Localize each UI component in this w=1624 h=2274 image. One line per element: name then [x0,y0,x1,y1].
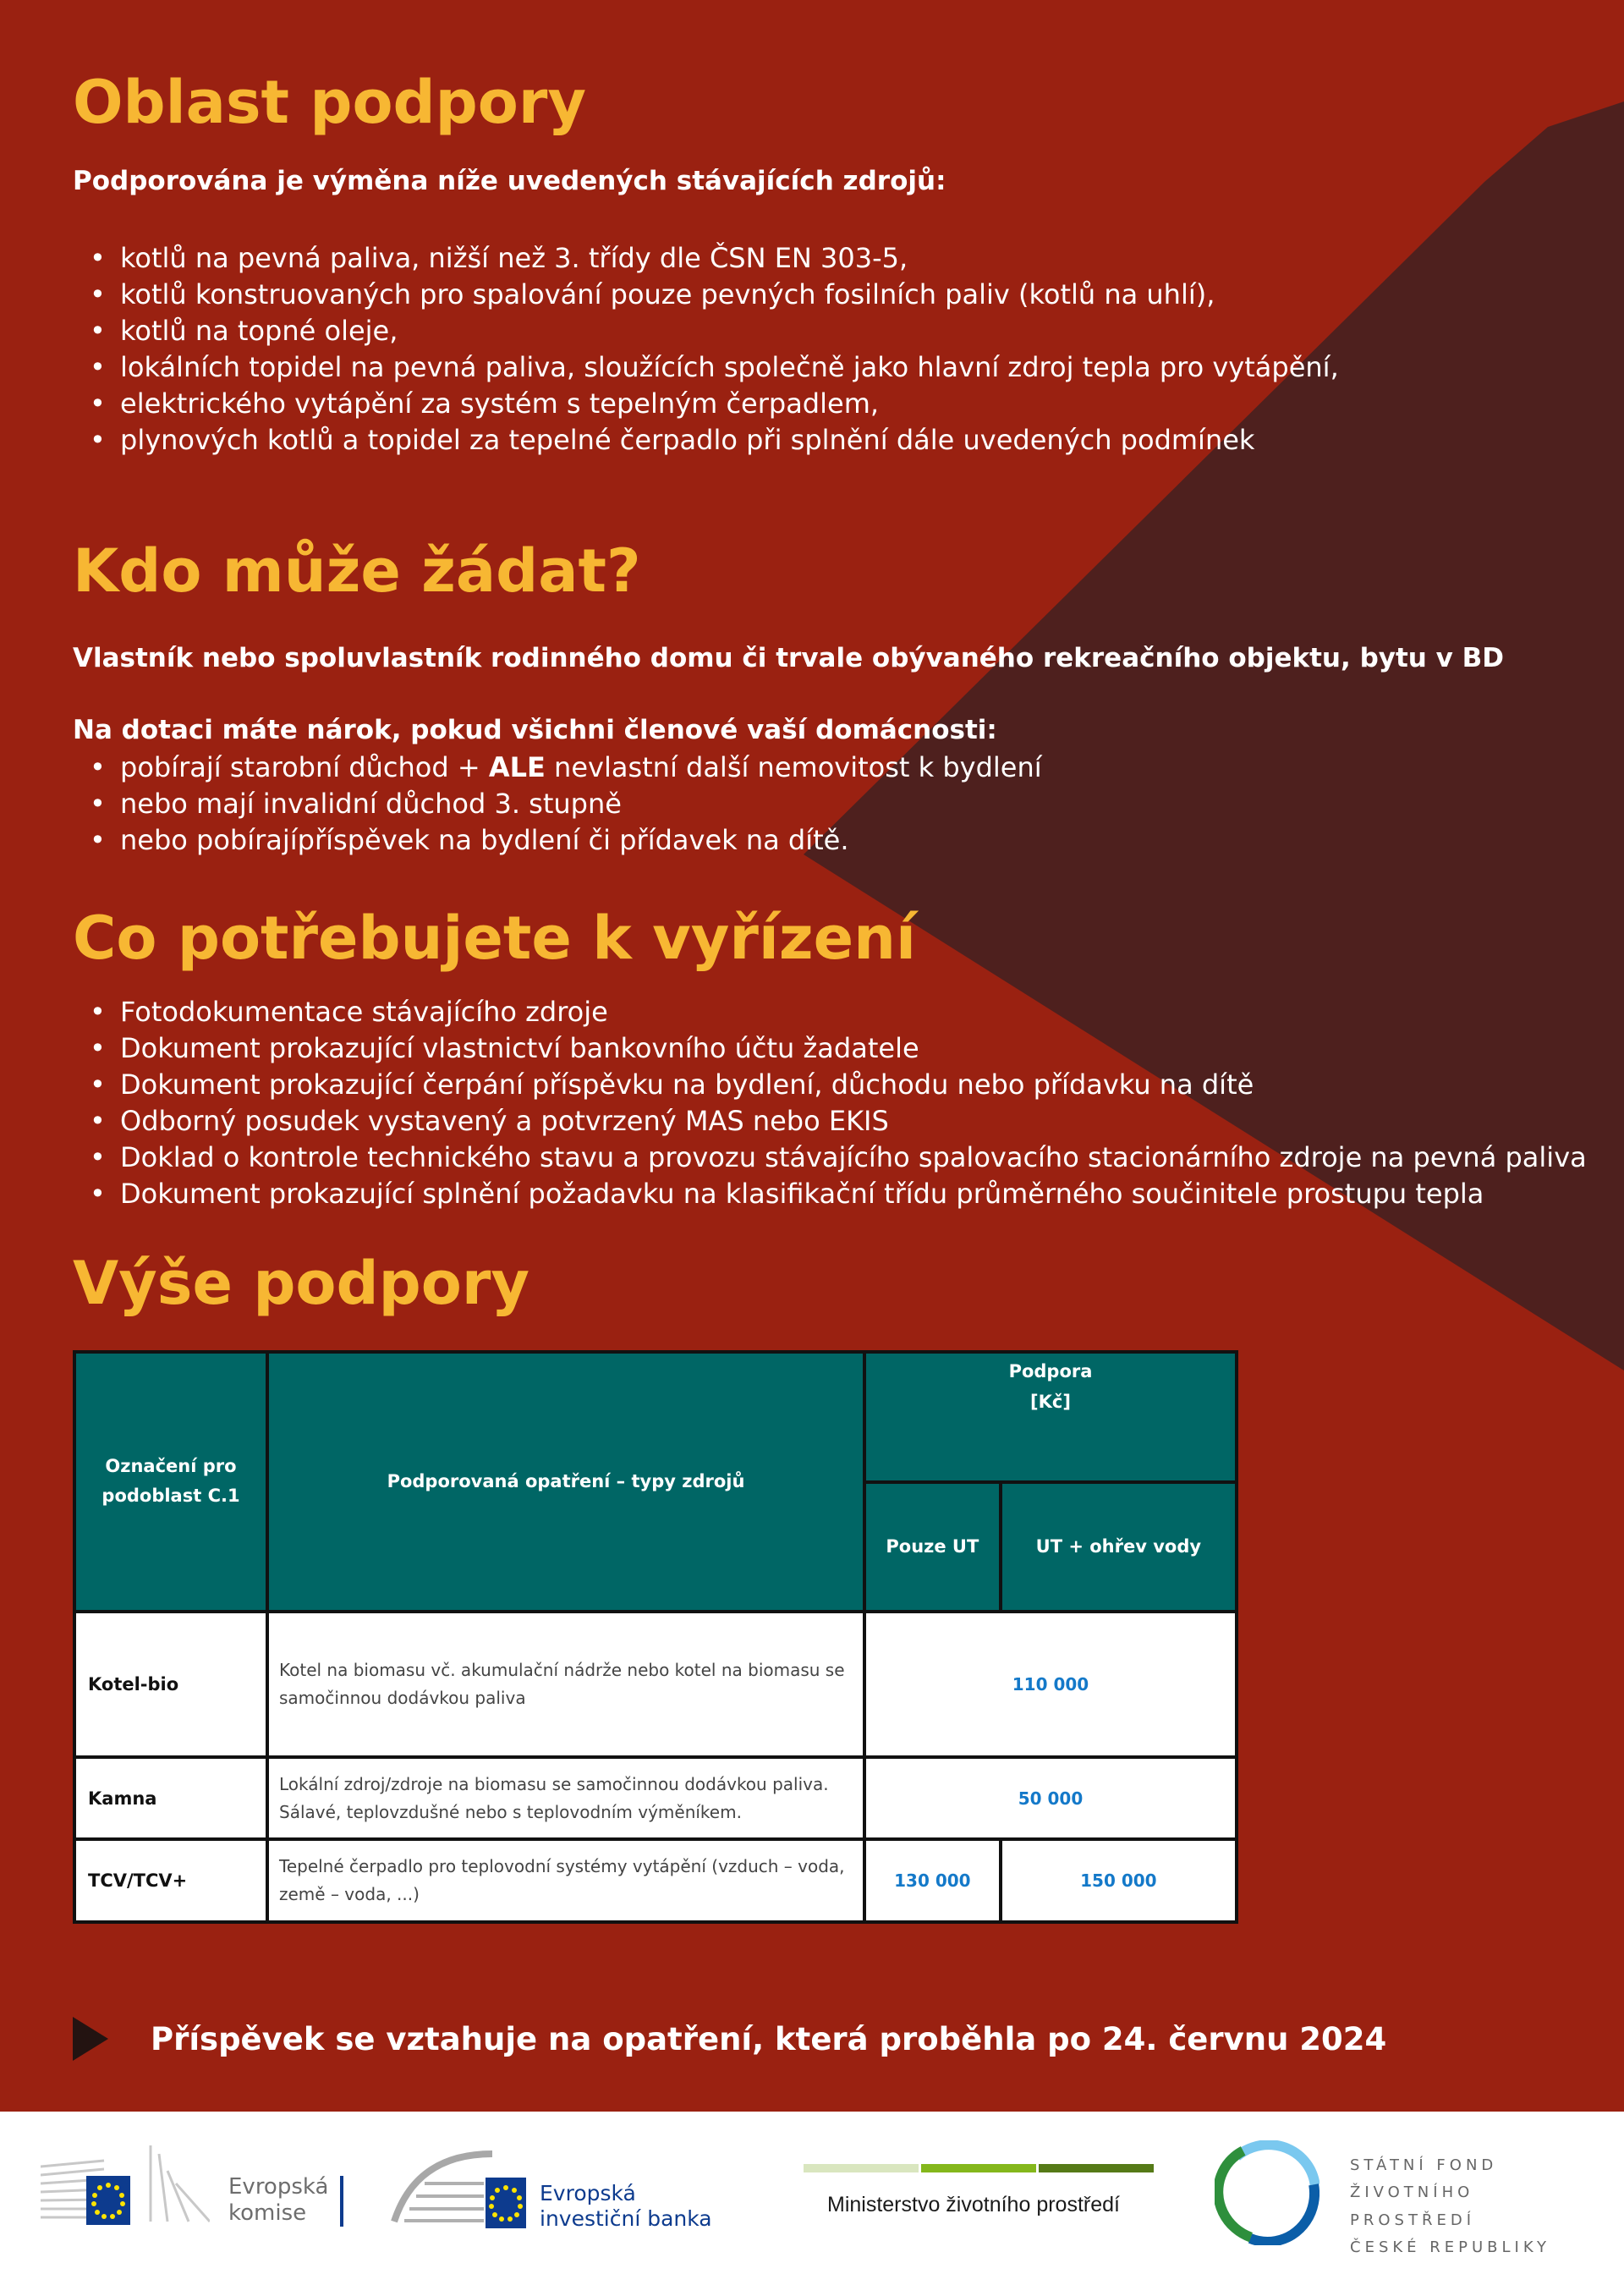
logo-mzp: Ministerstvo životního prostředí [804,2164,1159,2232]
header-ut-water: UT + ohřev vody [1001,1482,1237,1611]
header-code: Označení pro podoblast C.1 [74,1352,267,1612]
list-item: • Fotodokumentace stávajícího zdroje [73,994,1587,1030]
section-title-kdo: Kdo může žádat? [73,536,641,606]
logo-european-commission: Evropská komise [41,2137,345,2230]
eib-arc-icon [391,2137,492,2230]
logo-eib: Evropská investiční banka [391,2137,746,2230]
list-item: • Dokument prokazující vlastnictví bankovního účtu žadatele [73,1030,1587,1067]
list-item: • kotlů konstruovaných pro spalování pouze pevných fosilních paliv (kotlů na uhlí), [73,277,1339,313]
mzp-bars-icon [804,2164,1159,2172]
list-item: • Dokument prokazující čerpání příspěvku na bydlení, důchodu nebo přídavku na dítě [73,1067,1587,1103]
support-table [73,1350,1238,1924]
list-item: • elektrického vytápění za systém s tepelným čerpadlem, [73,386,1339,422]
eu-flag-icon [86,2176,130,2225]
list-item: • nebo mají invalidní důchod 3. stupně [73,786,1042,822]
kdo-condition-lead: Na dotaci máte nárok, pokud všichni členové vaší domácnosti: [73,715,997,745]
header-ut-only: Pouze UT [864,1482,1001,1611]
list-item: • pobírají starobní důchod + ALE nevlastní další nemovitost k bydlení [73,750,1042,786]
kdo-lead: Vlastník nebo spoluvlastník rodinného domu či trvale obývaného rekreačního objektu, bytu v BD [73,643,1505,673]
eu-flag-icon [486,2178,526,2228]
list-item: • kotlů na topné oleje, [73,313,1339,349]
list-item: • lokálních topidel na pevná paliva, sloužících společně jako hlavní zdroj tepla pro vytápění, [73,349,1339,386]
list-item: • Odborný posudek vystavený a potvrzený MAS nebo EKIS [73,1103,1587,1140]
table-row: Kotel-bio Kotel na biomasu vč. akumulační nádrže nebo kotel na biomasu se samočinnou dodávkou paliva 110 000 [74,1612,1237,1758]
section-title-vyse: Výše podpory [73,1249,529,1318]
table-header-row [74,1352,1237,1482]
list-item: • Dokument prokazující splnění požadavku na klasifikační třídu průměrného součinitele prostupu tepla [73,1176,1587,1212]
header-support: Podpora [Kč] [864,1352,1237,1482]
list-item: • nebo pobírajípříspěvek na bydlení či přídavek na dítě. [73,822,1042,859]
oblast-list [73,240,1339,459]
section-title-potreba: Co potřebujete k vyřízení [73,904,916,973]
play-arrow-icon [73,2017,108,2061]
footer-logos [0,2112,1624,2274]
date-note: Příspěvek se vztahuje na opatření, která proběhla po 24. červnu 2024 [73,2017,1386,2061]
oblast-lead: Podporována je výměna níže uvedených stávajících zdrojů: [73,166,946,196]
potreba-list [73,994,1587,1212]
table-row: TCV/TCV+ Tepelné čerpadlo pro teplovodní systémy vytápění (vzduch – voda, země – voda, ...) 130 000 150 000 [74,1839,1237,1922]
list-item: • Doklad o kontrole technického stavu a provozu stávajícího spalovacího stacionárního zdroje na pevná paliva [73,1140,1587,1176]
header-desc: Podporovaná opatření – typy zdrojů [267,1352,864,1612]
section-title-oblast: Oblast podpory [73,68,586,137]
sfzp-ring-icon [1215,2140,1320,2245]
table-row: Kamna Lokální zdroj/zdroje na biomasu se samočinnou dodávkou paliva. Sálavé, teplovzdušné nebo s teplovodním výměníkem. 50 000 [74,1757,1237,1838]
list-item: • plynových kotlů a topidel za tepelné čerpadlo při splnění dále uvedených podmínek [73,422,1339,459]
list-item: • kotlů na pevná paliva, nižší než 3. třídy dle ČSN EN 303-5, [73,240,1339,277]
logo-sfzp: STÁTNÍ FOND ŽIVOTNÍHO PROSTŘEDÍ ČESKÉ REPUBLIKY [1215,2140,1604,2250]
kdo-list [73,750,1042,859]
